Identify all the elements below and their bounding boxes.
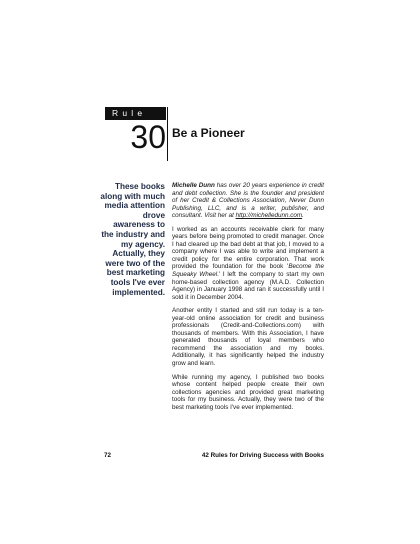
pull-quote: These books along with much media attention drove awareness to the industry and my agency. Actually, they were two of the best marketing tools I've ever implemented.	[100, 182, 165, 297]
rule-label: Rule	[105, 107, 166, 120]
rule-divider	[167, 107, 168, 161]
paragraph-1	[172, 226, 324, 301]
author-bio	[172, 182, 324, 220]
author-name: Michelle Dunn	[172, 182, 215, 189]
rule-title: Be a Pioneer	[172, 126, 245, 140]
footer-book-title: 42 Rules for Driving Success with Books	[201, 452, 324, 459]
book-title-italic: Become the Squeaky Wheel	[172, 263, 325, 279]
website-link[interactable]: http://michelledunn.com	[235, 212, 303, 220]
paragraph-1-start: I worked as an accounts receivable clerk for many years before being promoted to credit manager. Once I had cleared up the bad debt at that job, I moved to a company where I was able to write and implement a credit policy for the entire corporation. That work provided the foundation for the book '	[172, 225, 324, 271]
paragraph-1-end: .' I left the company to start my own home-based collection agency (M.A.D. Collection Agency) in January 1998 and ran it successfully until I sold it in December 2004.	[172, 271, 324, 301]
rule-number: 30	[130, 119, 166, 155]
paragraph-3: While running my agency, I published two books whose content helped people create their own collections agencies and provided great marketing tools for my business. Actually, they were two of the best marketing tools I've ever implemented.	[172, 373, 324, 411]
bio-end: .	[302, 212, 304, 220]
paragraph-2: Another entity I started and still run today is a ten-year-old online association for credit and business professionals (Credit-and-Collections.com) with thousands of members. With this Association, I have generated thousands of loyal members who recommend the association and my books. Additionally, it has significantly helped the industry grow and learn.	[172, 307, 324, 368]
page-number: 72	[104, 452, 112, 459]
body-column	[172, 182, 324, 417]
bio-text: has over 20 years experience in credit and debt collection. She is the founder and president of her Credit & Collections Association, Never Dunn Publishing, LLC, and is a writer, publisher, and consultant. Visit her at	[172, 182, 325, 220]
